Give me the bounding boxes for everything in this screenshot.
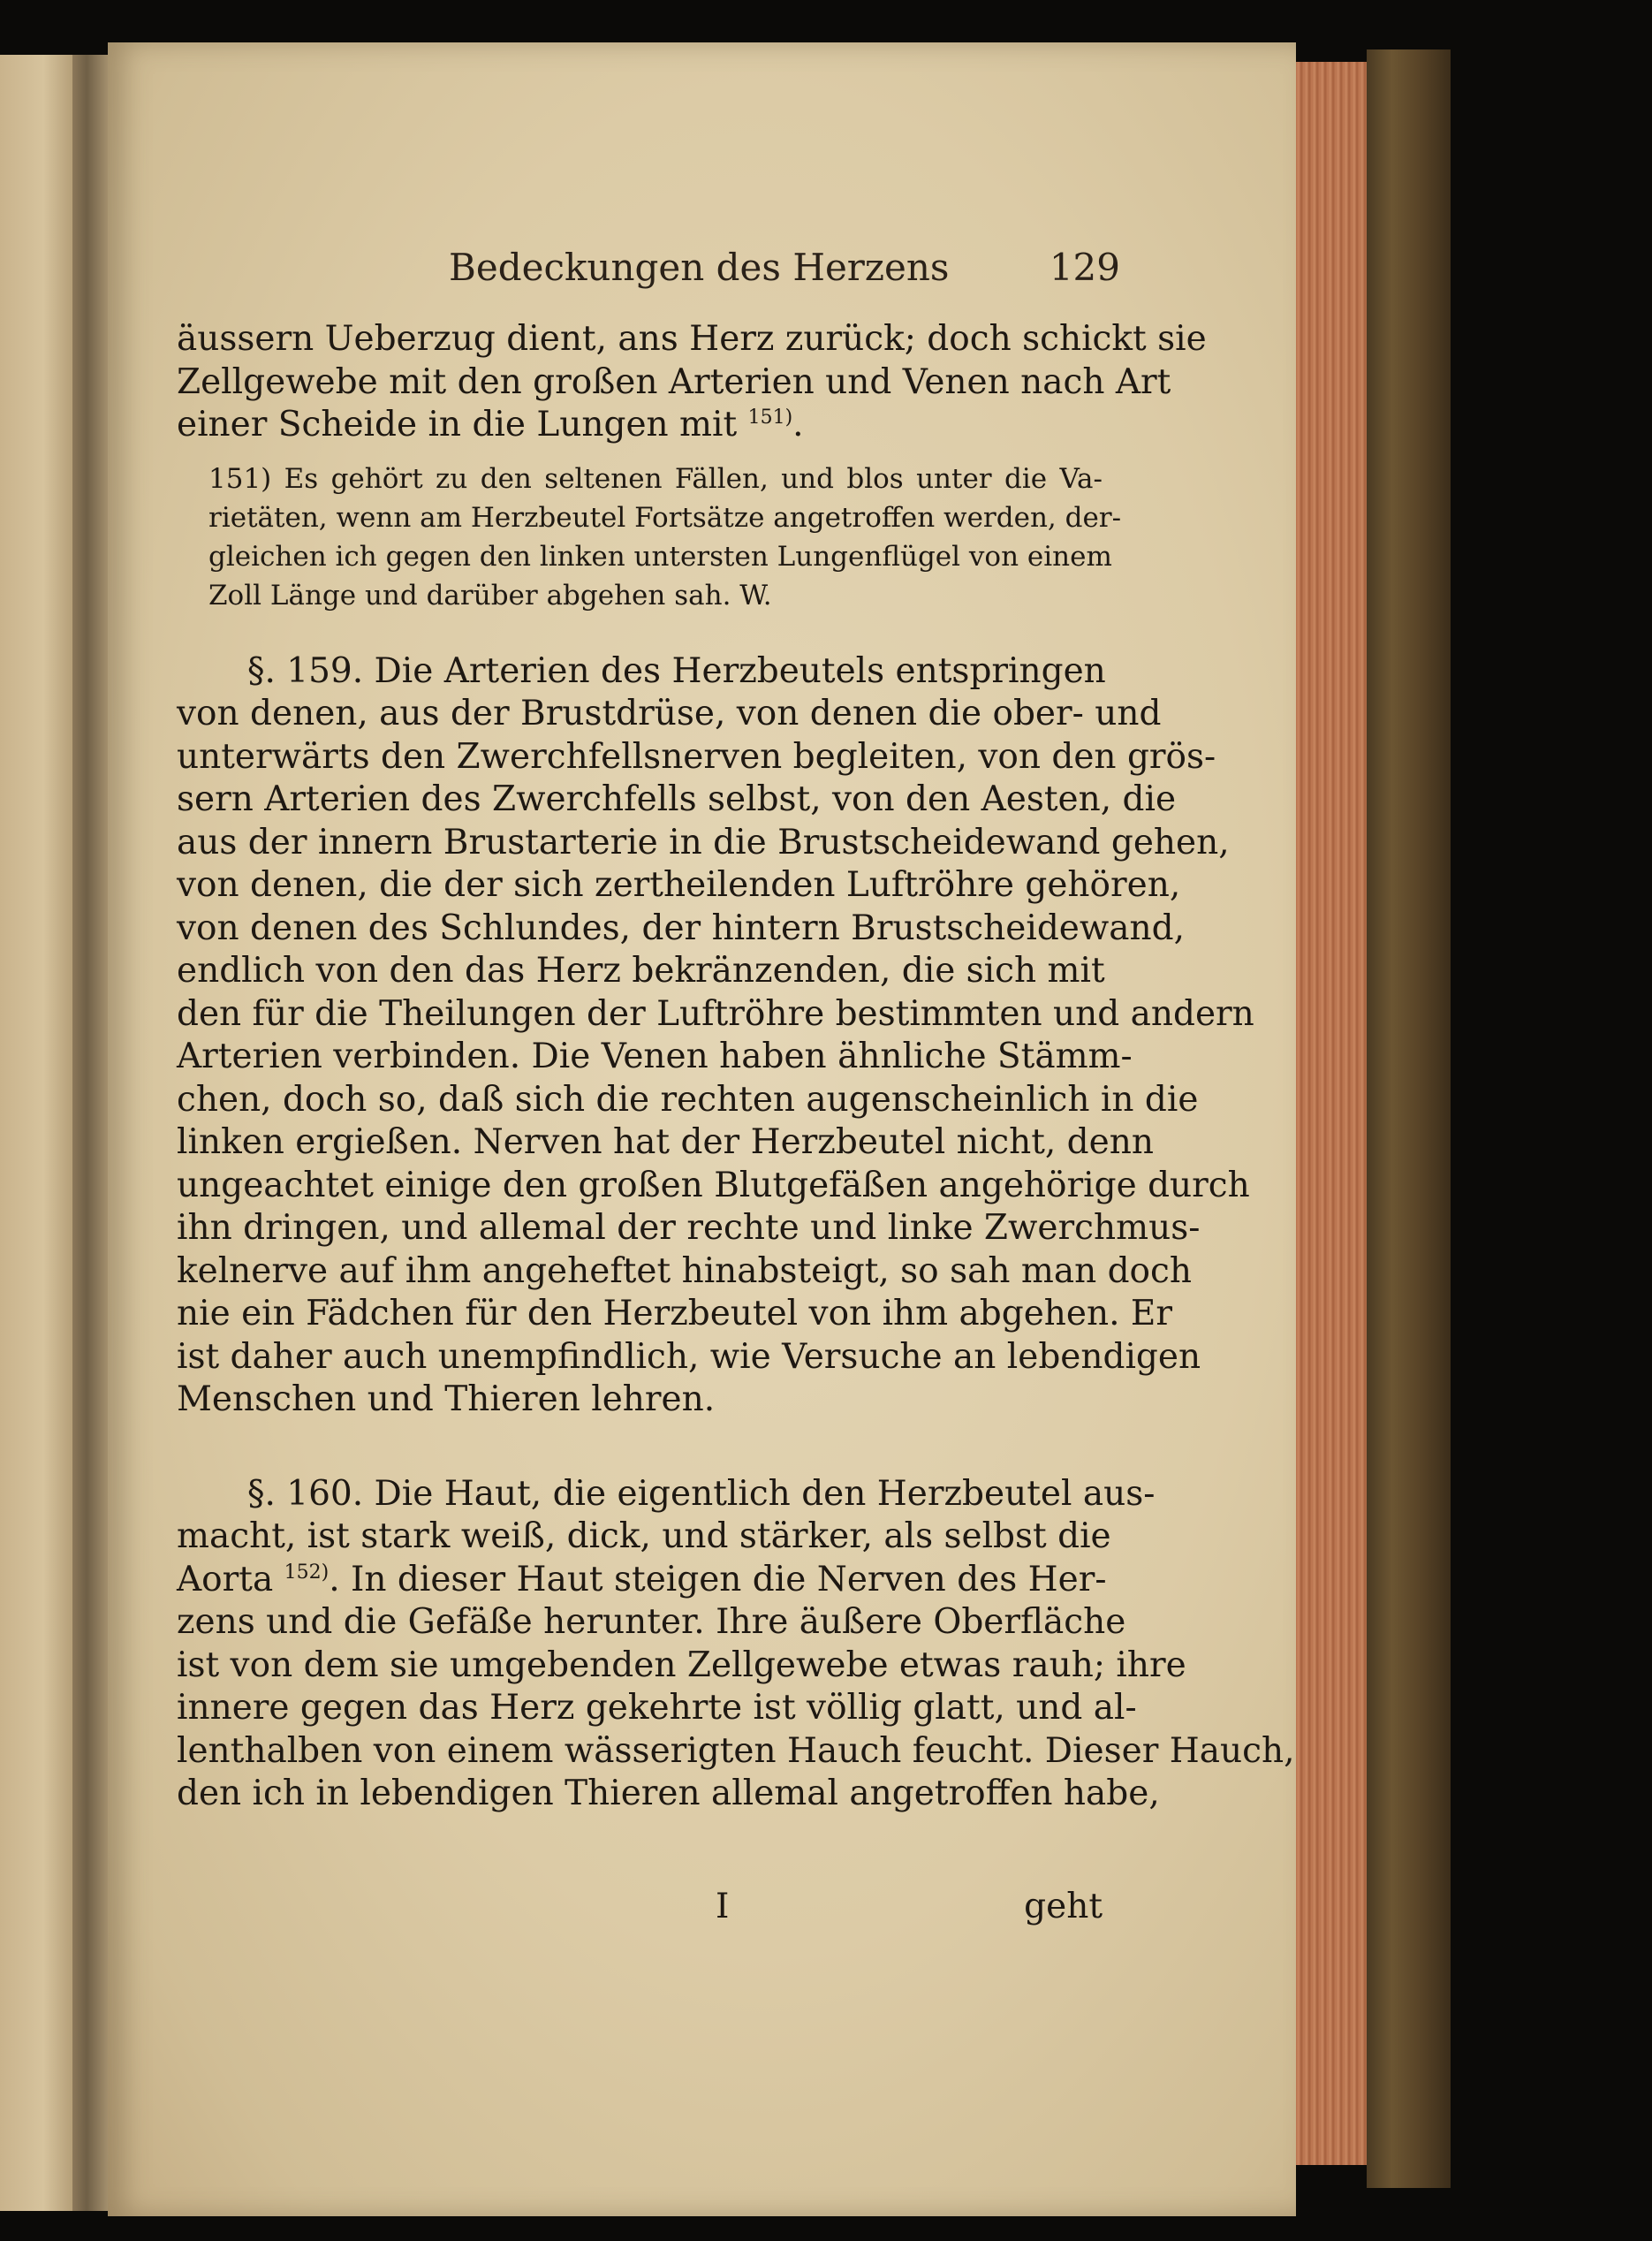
text-line: den für die Theilungen der Luftröhre bestimmten und andern <box>177 993 1254 1034</box>
text-line: von denen, die der sich zertheilenden Luftröhre gehören, <box>177 865 1181 905</box>
text-line: äussern Ueberzug dient, ans Herz zurück; doch schickt sie <box>177 319 1207 359</box>
text-line: chen, doch so, daß sich die rechten augenscheinlich in die <box>177 1079 1199 1120</box>
book-gutter <box>72 55 108 2211</box>
paragraph-160 <box>177 1473 1295 1816</box>
page-number: 129 <box>1049 246 1120 289</box>
footnote-line: Zoll Länge und darüber abgehen sah. W. <box>208 579 772 612</box>
page-footer <box>177 1887 1103 1931</box>
text-line: ungeachtet einige den großen Blutgefäßen angehörige durch <box>177 1165 1250 1205</box>
footnote-line: 151) Es gehört zu den seltenen Fällen, und blos unter die Va- <box>208 462 1103 495</box>
running-header <box>449 246 1120 299</box>
signature-mark: I <box>716 1887 730 1926</box>
text-line: §. 160. Die Haut, die eigentlich den Herzbeutel aus- <box>247 1473 1156 1514</box>
footnote-line: rietäten, wenn am Herzbeutel Fortsätze angetroffen werden, der- <box>208 501 1122 534</box>
left-page-edge <box>0 55 72 2211</box>
text-line: §. 159. Die Arterien des Herzbeutels entspringen <box>247 650 1106 691</box>
text-line: macht, ist stark weiß, dick, und stärker, als selbst die <box>177 1516 1111 1556</box>
text-line: kelnerve auf ihm angeheftet hinabsteigt, so sah man doch <box>177 1250 1192 1291</box>
text-line: nie ein Fädchen für den Herzbeutel von ihm abgehen. Er <box>177 1294 1173 1333</box>
text-line: sern Arterien des Zwerchfells selbst, von den Aesten, die <box>177 779 1177 819</box>
text-line: linken ergießen. Nerven hat der Herzbeutel nicht, denn <box>177 1122 1154 1162</box>
page-body <box>177 318 1295 1816</box>
paragraph-159 <box>177 650 1254 1422</box>
catchword: geht <box>1024 1887 1103 1926</box>
text-line: ihn dringen, und allemal der rechte und linke Zwerchmus- <box>177 1208 1201 1248</box>
text-line: von denen, aus der Brustdrüse, von denen die ober- und <box>177 694 1162 733</box>
footnote-ref: 152) <box>284 1561 330 1584</box>
text-line: Zellgewebe mit den großen Arterien und Venen nach Art <box>177 361 1171 402</box>
page-edges <box>1296 62 1367 2165</box>
text-line: zens und die Gefäße herunter. Ihre äußere Oberfläche <box>177 1602 1126 1642</box>
text-line: von denen des Schlundes, der hintern Brustscheidewand, <box>177 908 1185 948</box>
text-line: ist von dem sie umgebenden Zellgewebe etwas rauh; ihre <box>177 1645 1186 1685</box>
book-cover <box>1367 49 1451 2188</box>
text-line: Arterien verbinden. Die Venen haben ähnliche Stämm- <box>177 1037 1133 1076</box>
text-line: unterwärts den Zwerchfellsnerven begleiten, von den grös- <box>177 736 1216 777</box>
text-line: ist daher auch unempfindlich, wie Versuche an lebendigen <box>177 1336 1201 1377</box>
text-line: innere gegen das Herz gekehrte ist völlig glatt, und al- <box>177 1688 1137 1728</box>
text-line: lenthalben von einem wässerigten Hauch feucht. Dieser Hauch, <box>177 1730 1295 1771</box>
text-line: aus der innern Brustarterie in die Brustscheidewand gehen, <box>177 822 1230 862</box>
text-line: Aorta $^{152)}$. In dieser Haut steigen die Nerven des Her- <box>177 1559 1107 1599</box>
footnote-ref: 151) <box>747 406 793 429</box>
text-line: endlich von den das Herz bekränzenden, die sich mit <box>177 951 1105 991</box>
text-line: den ich in lebendigen Thieren allemal angetroffen habe, <box>177 1774 1160 1813</box>
text-line: Menschen und Thieren lehren. <box>177 1379 716 1419</box>
running-title: Bedeckungen des Herzens <box>449 246 950 289</box>
text-line: einer Scheide in die Lungen mit $^{151)}$. <box>177 405 804 444</box>
footnote-line: gleichen ich gegen den linken untersten Lungenflügel von einem <box>208 540 1112 573</box>
footnote <box>177 460 1122 615</box>
